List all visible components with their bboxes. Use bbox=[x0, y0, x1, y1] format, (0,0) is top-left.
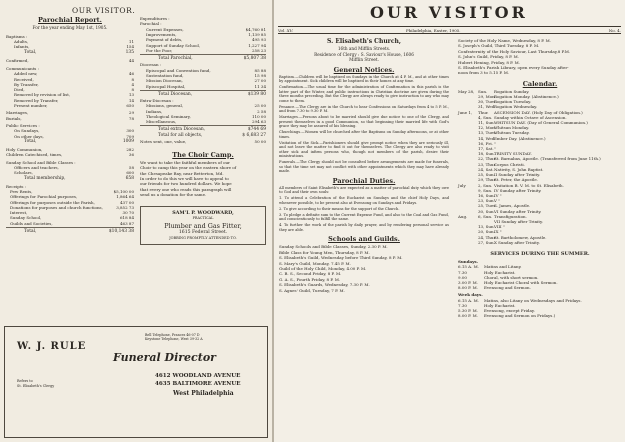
label: Interest, bbox=[10, 210, 28, 216]
cal-day: 18, Sun. bbox=[478, 151, 495, 157]
value: 1,227 94 bbox=[248, 42, 266, 48]
cal-day: 16, Sun. bbox=[478, 192, 495, 198]
text-line: S. John's Guild, Friday, 8 P. M. bbox=[458, 54, 519, 60]
cal-event: VI Sunday after Trinity. bbox=[494, 208, 542, 214]
cal-day: 29, Mon. bbox=[478, 94, 496, 100]
cal-event: Ember Day. (Abstinence.) bbox=[494, 135, 546, 141]
school-label: Sunday School and Bible Classes : bbox=[6, 159, 76, 165]
value: 27 00 bbox=[254, 78, 266, 84]
choir-text bbox=[140, 160, 266, 198]
report-period: For the year ending May 1st, 1905. bbox=[32, 25, 108, 30]
rule-addr-2: 4635 BALTIMORE AVENUE bbox=[155, 381, 241, 387]
text-line: S. Elisabeth's Guild, Wednesday before Third Sunday, 8 P. M. bbox=[279, 255, 403, 261]
value: 463 87 bbox=[120, 220, 134, 226]
cal-day: 13, Tues. bbox=[478, 130, 497, 136]
rule-addr-3: West Philadelphia bbox=[173, 390, 234, 397]
label: Sunday School, bbox=[10, 215, 42, 221]
value: 30 70 bbox=[122, 210, 134, 216]
label: Total, bbox=[24, 49, 37, 55]
plumber-ad bbox=[140, 206, 266, 245]
value: 13 bbox=[128, 92, 134, 98]
value: 294 63 bbox=[252, 119, 266, 125]
label: Mission Diocesan, bbox=[146, 78, 183, 84]
value: 3,852 73 bbox=[116, 204, 134, 210]
text-line: We want to take the faithful members of our bbox=[140, 159, 230, 165]
label: Total extra Diocesan, bbox=[158, 127, 206, 133]
cal-event: WHITSUN DAY. (Day of General Communion.) bbox=[494, 120, 588, 126]
service-time: 8.00 P. M. bbox=[458, 313, 478, 319]
paragraph: 4. To further the work of the parish by daily prayer, and by rendering personal service as they are able. bbox=[279, 223, 449, 232]
cal-day: 9, Sun. bbox=[478, 187, 493, 193]
value: 1,864 64 bbox=[116, 194, 134, 200]
value: 154 bbox=[126, 44, 134, 50]
duties-list bbox=[279, 186, 449, 233]
service-time: 9.00 bbox=[458, 274, 467, 280]
plumber-title: Plumber and Gas Fitter, bbox=[164, 221, 242, 230]
sunday-services bbox=[458, 264, 622, 290]
text-line: Confraternity of the Holy Saviour, Last Thursday,8 P.M. bbox=[458, 48, 571, 54]
label: For the Poor, bbox=[146, 48, 173, 53]
paragraph: Visitation of the Sick.—Parishioners should give prompt notice when they are seriously ill, and not leave the matter to find it out for themselves. The Clergy are also ready to visit other sick and infirm persons who, though not members of the parish, desire their ministrations. bbox=[279, 140, 449, 159]
text-line: that every one who reads this paragraph will bbox=[140, 186, 232, 192]
label: Total Diocesan, bbox=[158, 91, 193, 97]
value: $744 69 bbox=[247, 127, 266, 133]
label: Total, bbox=[24, 229, 37, 235]
value: 58 bbox=[128, 164, 134, 170]
text-line: Bible Class for Young Men, Thursday, 8 P. M. bbox=[279, 249, 370, 255]
label: Miscellaneous, bbox=[146, 119, 177, 125]
value: 46 bbox=[128, 71, 134, 77]
right-col-right bbox=[458, 38, 622, 440]
cal-day: 4, Sun. bbox=[478, 114, 493, 120]
expenditures bbox=[140, 16, 266, 316]
text-line: the Chesapeake Bay, near Betterton, Md. bbox=[140, 170, 224, 176]
cal-day: 11, Sun. bbox=[478, 120, 495, 126]
rule-refers-clergy: St. Elisabeth's Clergy bbox=[17, 384, 55, 388]
communicants-label: Communicants : bbox=[6, 65, 39, 71]
service-time: 7.30 bbox=[458, 269, 467, 275]
label: Officers and teachers, bbox=[14, 164, 59, 170]
cal-day: 13, Sun. bbox=[478, 224, 495, 230]
cal-event: St. Peter, the Apostle. bbox=[494, 177, 539, 183]
schools-heading: Schools and Guilds. bbox=[328, 235, 400, 244]
text-line: Society of the Holy Name, Wednesday, 8 P. M. bbox=[458, 38, 551, 43]
volume: Vol. XV. bbox=[278, 28, 294, 33]
text-line: G. A. S., Fourth Friday, 8 P. M. bbox=[279, 276, 341, 282]
cal-day: 22, Thur. bbox=[478, 156, 497, 162]
report-heading: Parochial Report. bbox=[38, 16, 102, 24]
value: 11 bbox=[128, 39, 134, 44]
label: Missions, general, bbox=[146, 103, 184, 109]
cal-event: Rogation Sunday. bbox=[494, 88, 530, 94]
cal-day: 24, Thur. bbox=[478, 234, 497, 240]
text-line: S. Elisabeth's Guards, Wednesday, 7.30 P. M. bbox=[279, 282, 370, 288]
label: Present number, bbox=[14, 103, 48, 109]
cal-event: VIII " bbox=[494, 224, 505, 230]
sundays-label: Sundays. bbox=[458, 258, 479, 264]
cal-month: June 1, bbox=[458, 109, 473, 115]
parochial-list bbox=[140, 27, 266, 53]
cal-day: 31, Wed. bbox=[478, 104, 496, 110]
text-line: S. Joseph's Guild, Third Tuesday, 8 P. M. bbox=[458, 43, 540, 49]
value: 110 00 bbox=[252, 113, 266, 119]
school-list bbox=[6, 165, 134, 176]
choir-heading: The Choir Camp. bbox=[172, 150, 234, 159]
label: Indians, bbox=[146, 108, 163, 114]
label: Theological Seminary, bbox=[146, 113, 191, 119]
cal-event: Rogation Tuesday. bbox=[494, 99, 532, 105]
report-row bbox=[6, 221, 134, 226]
society-schedule bbox=[458, 38, 622, 76]
service-time: 7.30 bbox=[458, 302, 467, 308]
label: Offerings for purposes outside the Parish, bbox=[10, 199, 95, 205]
cal-day: 25, Sun. bbox=[478, 172, 495, 178]
text-line: Guild of the Holy Child, Monday, 4.00 P. M. bbox=[279, 265, 367, 271]
value: 300 bbox=[126, 128, 134, 134]
label: Removed by Transfer, bbox=[14, 97, 59, 103]
cal-day: Sun. bbox=[478, 88, 488, 94]
cal-day: 30, Tues. bbox=[478, 99, 497, 105]
value: 495 93 bbox=[252, 37, 266, 43]
cal-event: II Sunday after Trinity. bbox=[494, 172, 541, 178]
text-line: C. B. S., Second Friday, 8 P. M. bbox=[279, 271, 342, 277]
paragraph: 1. To attend a Celebration of the Eucharist on Sundays and the chief Holy Days, and whenever possible, to be present also at Evensong on Sundays and Fridays. bbox=[279, 196, 449, 205]
service-time: 6.15 A. M. bbox=[458, 264, 479, 270]
rule-name: W. J. RULE bbox=[17, 341, 87, 352]
cal-event: X Sunday after Trinity. bbox=[494, 239, 540, 245]
label: Sustentation fund, bbox=[146, 73, 184, 78]
expenditures-label: Expenditures : bbox=[140, 16, 170, 21]
cal-event: Rogation Wednesday. bbox=[494, 104, 538, 110]
cal-event: V " bbox=[494, 198, 500, 204]
cal-day: 23, Sun. bbox=[478, 198, 495, 204]
cal-event: Transfiguration. bbox=[494, 213, 527, 219]
label: Burials, bbox=[6, 115, 22, 121]
receipts-label: Receipts : bbox=[6, 183, 27, 189]
right-page bbox=[274, 0, 625, 442]
cal-event: Visitation B. V. M. to St. Elisabeth. bbox=[494, 182, 564, 188]
text-line: our friends for two hundred dollars. We hope bbox=[140, 181, 232, 187]
service-name: Matins, also Litany on Wednesdays and Fridays. bbox=[484, 297, 582, 303]
label: Notes sent, one, value, bbox=[140, 139, 187, 145]
service-time: 6.15 A. M. bbox=[458, 297, 479, 303]
extra-list bbox=[140, 103, 266, 124]
value: 14 bbox=[128, 97, 134, 103]
cal-month bbox=[458, 240, 478, 245]
cal-event: Corpus Christi. bbox=[494, 161, 525, 167]
rule-phone-bell: Bell Telephone, Frances 46-07 D bbox=[145, 333, 200, 337]
value: 1,139 85 bbox=[248, 32, 266, 38]
label: Current Expenses, bbox=[146, 26, 184, 32]
cal-day: 20, Sun. bbox=[478, 229, 495, 235]
value: $139 80 bbox=[247, 91, 266, 97]
cal-month: July bbox=[458, 182, 466, 188]
value: 709 bbox=[126, 133, 134, 139]
left-masthead: OUR VISITOR. bbox=[72, 6, 136, 15]
label: Total Parochial, bbox=[158, 56, 193, 62]
cal-day: 29, Thur. bbox=[478, 177, 497, 183]
service-row bbox=[458, 285, 622, 290]
paragraph: Penance.—The Clergy are in the Church to hear Confessions on Saturdays from 4 to 5 P. M., and from 7.30 to 9.30 P. M. bbox=[279, 104, 449, 114]
value: 15 98 bbox=[254, 73, 266, 78]
service-time: 8.00 P. M. bbox=[458, 285, 478, 291]
value: 658 bbox=[125, 175, 134, 181]
rule-refers: Refers to bbox=[17, 379, 33, 383]
service-name: Evensong and Sermon on Fridays.) bbox=[484, 313, 556, 319]
calendar-row bbox=[458, 240, 622, 245]
calendar-list bbox=[458, 89, 622, 245]
cal-event: IV " bbox=[494, 192, 502, 198]
value: 8 bbox=[131, 87, 134, 93]
notices-heading: General Notices. bbox=[333, 65, 395, 74]
parochial-report bbox=[6, 16, 134, 316]
cal-event: Whitsun Tuesday. bbox=[494, 130, 530, 136]
plumber-note: JOBBING PROMPTLY ATTENDED TO. bbox=[169, 235, 237, 240]
text-line: Hubert Hening, Friday, 8 P. M. bbox=[458, 59, 520, 65]
rule-title: Funeral Director bbox=[113, 351, 216, 364]
label: Died, bbox=[14, 87, 25, 93]
duties-heading: Parochial Duties. bbox=[332, 176, 396, 185]
label: Adults, bbox=[14, 39, 29, 44]
value: 78 bbox=[128, 115, 134, 121]
value: 650 bbox=[126, 103, 134, 109]
label: Total membership, bbox=[24, 175, 66, 181]
calendar-heading: Calendar. bbox=[522, 79, 558, 88]
service-name: Matins and Litany. bbox=[484, 264, 522, 270]
paragraph: Baptism.—Children will be baptized on Sundays in the Church at 4 P. M., and at other times by appointment. Sick children will be baptized in their homes at any time. bbox=[279, 74, 449, 84]
parochial-label: Parochial : bbox=[140, 21, 162, 27]
baptisms-label: Baptisms : bbox=[6, 33, 28, 39]
cal-event: S. James, Apostle. bbox=[494, 203, 531, 209]
label: Removed by revision of list, bbox=[14, 92, 71, 98]
paragraph: 3. To pledge a definite sum to the Current Expense Fund, and also to the Coal and Gas Fund, and conscientiously to fulfill the same. bbox=[279, 212, 449, 222]
value: 437 00 bbox=[120, 199, 134, 205]
service-name: Holy Eucharist. bbox=[484, 302, 516, 308]
value: 11 34 bbox=[254, 83, 266, 89]
rule-addr-1: 4612 WOODLAND AVENUE bbox=[155, 373, 241, 379]
cal-event: IV Sunday after Trinity. bbox=[494, 187, 542, 193]
cal-day: 30, Sun. bbox=[478, 208, 495, 214]
label: Guilds and Societies, bbox=[10, 220, 53, 226]
sacraments-list bbox=[6, 147, 134, 158]
cal-event: VII Sunday after Trinity. bbox=[494, 218, 544, 224]
cal-day: 17, Sat. bbox=[478, 146, 494, 152]
report-row bbox=[140, 119, 266, 124]
services-list bbox=[6, 128, 134, 139]
clergy-residence-street: Mifflin Street. bbox=[349, 57, 379, 63]
issue-number: No. 4. bbox=[608, 28, 621, 33]
cal-day: 14, Wed. bbox=[478, 135, 496, 141]
schools-list bbox=[279, 244, 449, 293]
value: 25 00 bbox=[254, 103, 266, 109]
plumber-address: 1615 Federal Street. bbox=[178, 229, 228, 235]
text-line: S. Agnes' Guild, Tuesday, 7 P. M. bbox=[279, 287, 345, 293]
value: 618 84 bbox=[120, 215, 134, 221]
label: Total, bbox=[24, 138, 37, 144]
clergy-residence: Residence of Clergy : S. Saviour's House, 1606 bbox=[314, 51, 414, 57]
extra-label: Extra-Diocesan : bbox=[140, 97, 174, 103]
value: 4 bbox=[131, 81, 134, 87]
label: Holy Communion, bbox=[6, 146, 43, 152]
label: Received, bbox=[14, 76, 34, 82]
services-label: Public Services : bbox=[6, 122, 40, 128]
value: 258 23 bbox=[252, 48, 266, 53]
value: 85 88 bbox=[254, 67, 266, 73]
value: 50 00 bbox=[254, 139, 266, 145]
text-line: S. Elisabeth's Parish Library, open every Sunday after- bbox=[458, 65, 569, 71]
value: 36 bbox=[128, 152, 134, 158]
value: 2 58 bbox=[257, 108, 266, 114]
issue-date: Philadelphia, Easter, 1905. bbox=[406, 28, 461, 33]
service-name: Evensong, except Friday. bbox=[484, 308, 535, 314]
label: On other days, bbox=[14, 133, 44, 139]
plumber-trade: PRACTICAL bbox=[192, 216, 214, 221]
rule-phone-keystone: Keystone Telephone, West 39-32 A bbox=[145, 337, 203, 341]
text-line: In order to do this we will have to appeal to bbox=[140, 176, 229, 181]
value: $5,807 38 bbox=[243, 56, 266, 62]
paragraph: Funerals.—The Clergy should not be consulted before arrangements are made for funerals, so that the time set may not conflict with other appointments which they may have already made. bbox=[279, 160, 449, 174]
cal-event: TRINITY SUNDAY. bbox=[494, 151, 532, 157]
cal-day: 12, Mon. bbox=[478, 125, 496, 131]
value: 282 bbox=[126, 146, 134, 152]
label: Scholars, bbox=[14, 170, 33, 176]
label: Offerings for Parochial purposes, bbox=[10, 194, 78, 200]
service-name: Holy Eucharist Choral with Sermon. bbox=[484, 279, 558, 285]
paragraph: 2. To give according to their means for the support of the Church. bbox=[279, 206, 400, 211]
cal-day: 16, Fri. bbox=[478, 140, 493, 146]
service-name: Holy Eucharist. bbox=[484, 269, 516, 275]
label: By Transfer, bbox=[14, 81, 39, 87]
right-masthead: OUR VISITOR bbox=[370, 3, 528, 22]
label: Improvements, bbox=[146, 32, 177, 38]
label: Added new, bbox=[14, 71, 38, 77]
receipts-list bbox=[6, 189, 134, 226]
diocesan-label: Diocesan : bbox=[140, 62, 162, 68]
value: $ 6,683 27 bbox=[242, 133, 266, 139]
issue-bar bbox=[278, 26, 621, 34]
value: $5,100 00 bbox=[113, 188, 134, 194]
communicants-list bbox=[6, 71, 134, 108]
cal-day: 23, Thur. bbox=[478, 161, 497, 167]
service-name: Evensong and Sermon. bbox=[484, 285, 531, 291]
service-row bbox=[458, 313, 622, 318]
cal-day: 2, Sun. bbox=[478, 182, 493, 188]
service-name: Choral, with short sermon. bbox=[484, 274, 539, 280]
cal-event: " bbox=[494, 140, 496, 146]
weekday-services bbox=[458, 298, 622, 319]
label: Marriages, bbox=[6, 110, 29, 116]
left-page bbox=[0, 0, 272, 442]
label: Pew Rents, bbox=[10, 188, 33, 194]
right-col-left bbox=[279, 38, 449, 440]
weekdays-label: Week days. bbox=[458, 292, 483, 298]
label: Payment of debts, bbox=[146, 37, 183, 43]
paragraph: Churchings.—Women will be churched after the Baptisms on Sunday afternoons, or at other times. bbox=[279, 130, 449, 139]
text-line: noon from 3 to 5.15 P. M. bbox=[458, 70, 510, 76]
church-name: S. Elisabeth's Church, bbox=[327, 38, 401, 45]
service-time: 5.30 P. M. bbox=[458, 308, 478, 314]
cal-day: 6, Sun. bbox=[478, 213, 493, 219]
cal-day: 27, Sun. bbox=[478, 239, 495, 245]
text-line: Choir to camp this year on the eastern shore of bbox=[140, 165, 237, 171]
paragraph: Confirmation.—The usual time for the administration of Confirmation in this parish is the latter part of the Winter, and public instructions in Christian doctrine are given during the three months preceding. But the Clergy are always ready to give instruction to any who may come to them. bbox=[279, 85, 449, 103]
summer-heading: SERVICES DURING THE SUMMER. bbox=[490, 250, 590, 257]
text-line: Sunday Schools and Bible Classes, Sunday, 2.30 P. M. bbox=[279, 244, 388, 250]
receipts-total bbox=[6, 229, 134, 235]
value: 29 bbox=[128, 110, 134, 116]
cal-day: 24, Sat. bbox=[478, 166, 494, 172]
funeral-ad bbox=[4, 326, 268, 438]
report-row bbox=[140, 84, 266, 89]
label: Total for all objects, bbox=[158, 133, 203, 139]
value: 1009 bbox=[122, 138, 134, 144]
value: 44 bbox=[128, 57, 134, 63]
cal-event: Nativity, S. John Baptist. bbox=[494, 166, 544, 172]
cal-event: St. Barnabas, Apostle. (Transferred from June 11th.) bbox=[494, 156, 601, 162]
report-row bbox=[140, 48, 266, 53]
label: On Sundays, bbox=[14, 128, 40, 134]
paragraph: All members of Saint Elisabeth's are expected as a matter of parochial duty which they owe to God and their own souls: bbox=[279, 185, 449, 195]
label: Episcopal and Convention fund, bbox=[146, 67, 211, 73]
diocesan-list bbox=[140, 68, 266, 89]
cal-event: Sunday within Octave of Ascension. bbox=[494, 114, 567, 120]
value: 600 bbox=[126, 170, 134, 176]
plumber-name: SAM'L P. WOODWARD, bbox=[172, 209, 234, 216]
label: Episcopal Hospital, bbox=[146, 83, 186, 89]
cal-day: 25, Tues. bbox=[478, 203, 497, 209]
value: $10,143 38 bbox=[108, 229, 134, 235]
cal-event: ASCENSION DAY. (Holy Day of Obligation.) bbox=[494, 109, 583, 115]
baptisms-list bbox=[6, 39, 134, 50]
value: $4,760 81 bbox=[245, 26, 266, 32]
cal-event: " bbox=[494, 146, 496, 152]
value: 135 bbox=[125, 49, 134, 55]
text-line: send us a donation for the same. bbox=[140, 192, 207, 198]
value: 8 bbox=[131, 76, 134, 82]
cal-month: Aug. bbox=[458, 213, 468, 219]
cal-event: Whitsun Monday. bbox=[494, 125, 530, 131]
label: Confirmed, bbox=[6, 57, 29, 63]
paragraph: Marriages.—Persons about to be married should give due notice to one of the Clergy, and present themselves in a good Communion, so that beginning their married life with God's grace they may be assured of his blessing. bbox=[279, 115, 449, 129]
label: Children Catechised, times, bbox=[6, 152, 63, 158]
service-time: 3.00 P. M. bbox=[458, 279, 478, 285]
label: Support of Sunday School, bbox=[146, 42, 201, 48]
cal-event: IX " bbox=[494, 229, 502, 235]
cal-day: Thur. bbox=[478, 109, 489, 115]
cal-event: Rogation Monday. (Abstinence.) bbox=[494, 94, 559, 100]
label: Donations for purposes and church functions, bbox=[10, 204, 103, 210]
text-line: S. Mary's Guild, Monday, 7.45 P. M. bbox=[279, 260, 351, 266]
notices-list bbox=[279, 75, 449, 174]
label: Infants, bbox=[14, 44, 30, 50]
cal-event: St. Bartholomew, Apostle. bbox=[494, 234, 547, 240]
church-address: 16th and Mifflin Streets. bbox=[337, 46, 391, 51]
cal-month: May 28, bbox=[458, 88, 475, 94]
